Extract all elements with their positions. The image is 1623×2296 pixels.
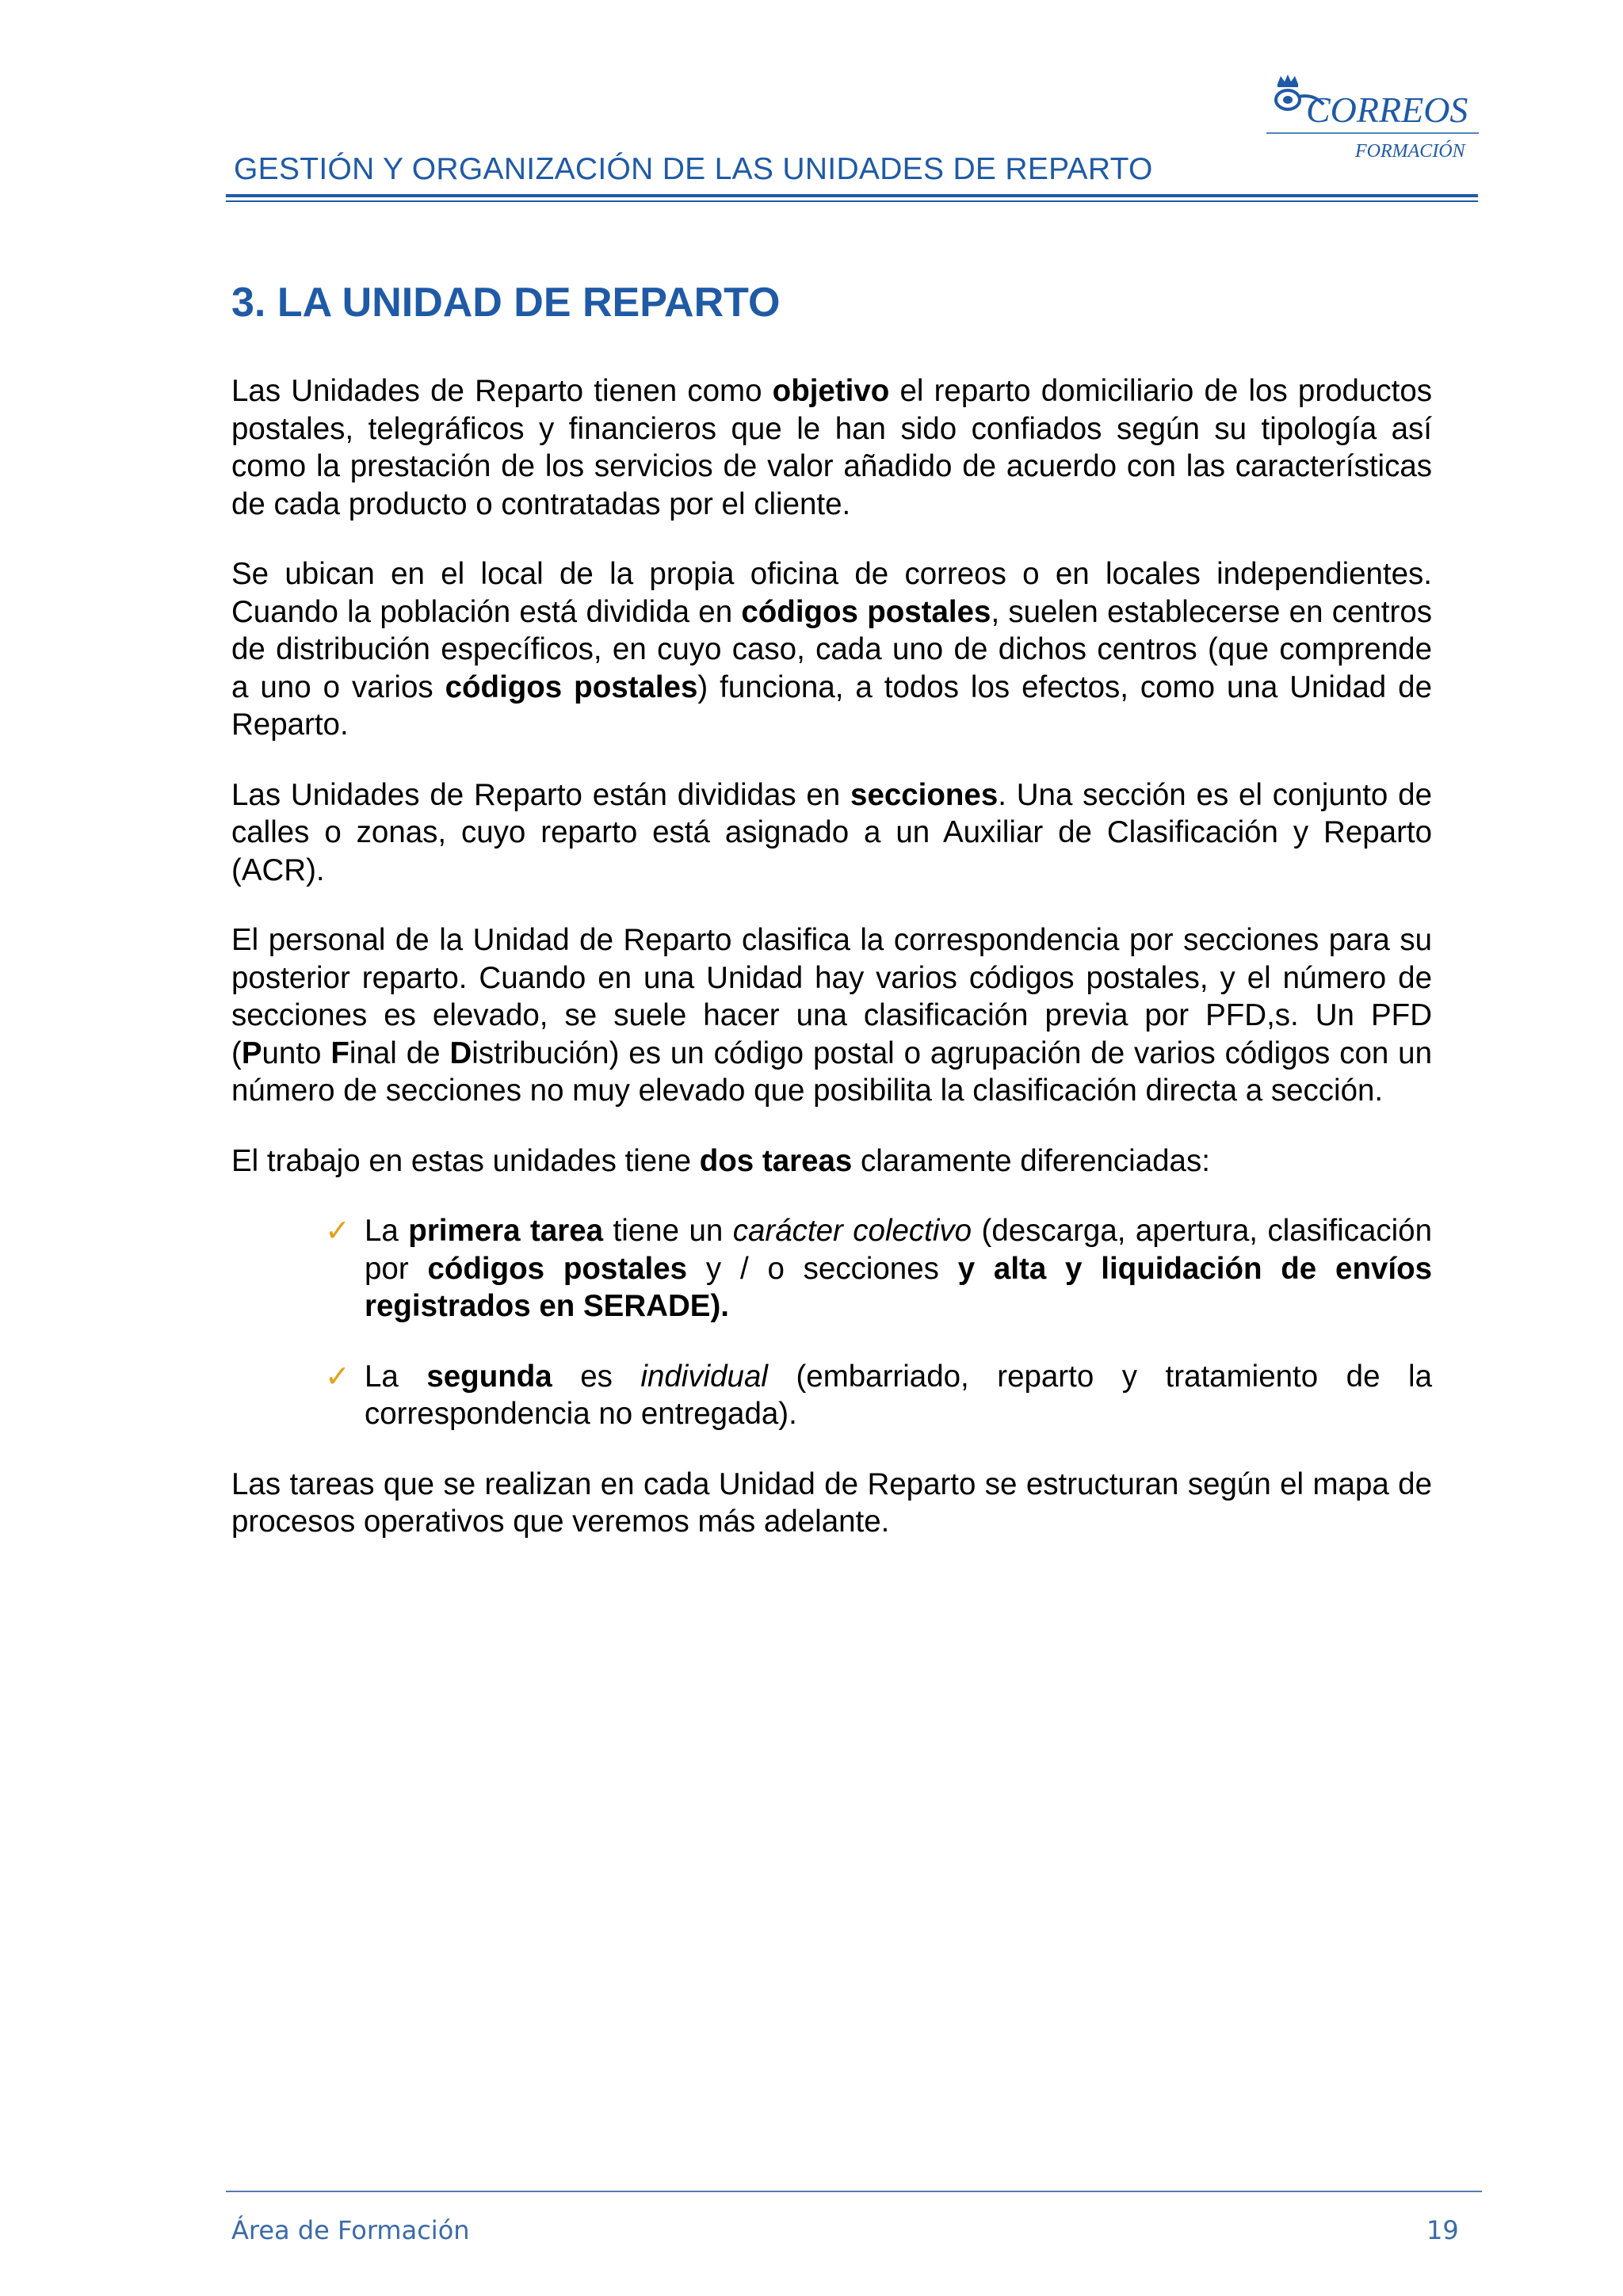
paragraph: Las tareas que se realizan en cada Unidad de Reparto se estructuran según el mapa de procesos operativos que veremos más adelante. <box>231 1466 1432 1539</box>
logo-brand: CORREOS <box>1306 90 1468 130</box>
header-divider <box>226 194 1478 197</box>
running-header: GESTIÓN Y ORGANIZACIÓN DE LAS UNIDADES DE REPARTO <box>234 152 1153 186</box>
paragraph: Las Unidades de Reparto tienen como objetivo el reparto domiciliario de los productos postales, telegráficos y financieros que le han sido confiados según su tipología así como la prestación de los servicios de valor añadido de acuerdo con las características de cada producto o contratadas por el cliente. <box>231 374 1432 521</box>
correos-logo <box>1266 73 1480 176</box>
list-item-text: La segunda es individual (embarriado, reparto y tratamiento de la correspondencia no entregada). <box>365 1359 1432 1431</box>
post-horn-crown-icon <box>1266 73 1480 176</box>
footer-label: Área de Formación <box>231 2215 470 2245</box>
section-title: 3. LA UNIDAD DE REPARTO <box>231 280 781 326</box>
header-divider-thin <box>226 200 1478 202</box>
paragraph: Se ubican en el local de la propia oficina de correos o en locales independientes. Cuando la población está dividida en códigos postales, suelen establecerse en centros de distribución específicos, en cuyo caso, cada uno de dichos centros (que comprende a uno o varios códigos postales) funciona, a todos los efectos, como una Unidad de Reparto. <box>231 557 1432 742</box>
body-content <box>231 372 1432 1573</box>
paragraph: El trabajo en estas unidades tiene dos tareas claramente diferenciadas: <box>231 1143 1210 1178</box>
checkmark-icon: ✓ <box>325 1358 350 1394</box>
paragraph: El personal de la Unidad de Reparto clasifica la correspondencia por secciones para su posterior reparto. Cuando en una Unidad hay varios códigos postales, y el número de secciones es elevado, se suele hacer una clasificación previa por PFD,s. Un PFD (Punto Final de Distribución) es un código postal o agrupación de varios códigos con un número de secciones no muy elevado que posibilita la clasificación directa a sección. <box>231 923 1432 1108</box>
page-number: 19 <box>1426 2215 1459 2245</box>
logo-subtitle: FORMACIÓN <box>1355 141 1465 162</box>
paragraph: Las Unidades de Reparto están divididas en secciones. Una sección es el conjunto de calles o zonas, cuyo reparto está asignado a un Auxiliar de Clasificación y Reparto (ACR). <box>231 777 1432 887</box>
checkmark-icon: ✓ <box>325 1213 350 1248</box>
list-item <box>231 1358 1432 1433</box>
footer-divider <box>226 2191 1482 2192</box>
list-item-text: La primera tarea tiene un carácter colectivo (descarga, apertura, clasificación por códigos postales y / o secciones y alta y liquidación de envíos registrados en SERADE). <box>365 1214 1433 1323</box>
list-item <box>231 1212 1432 1325</box>
